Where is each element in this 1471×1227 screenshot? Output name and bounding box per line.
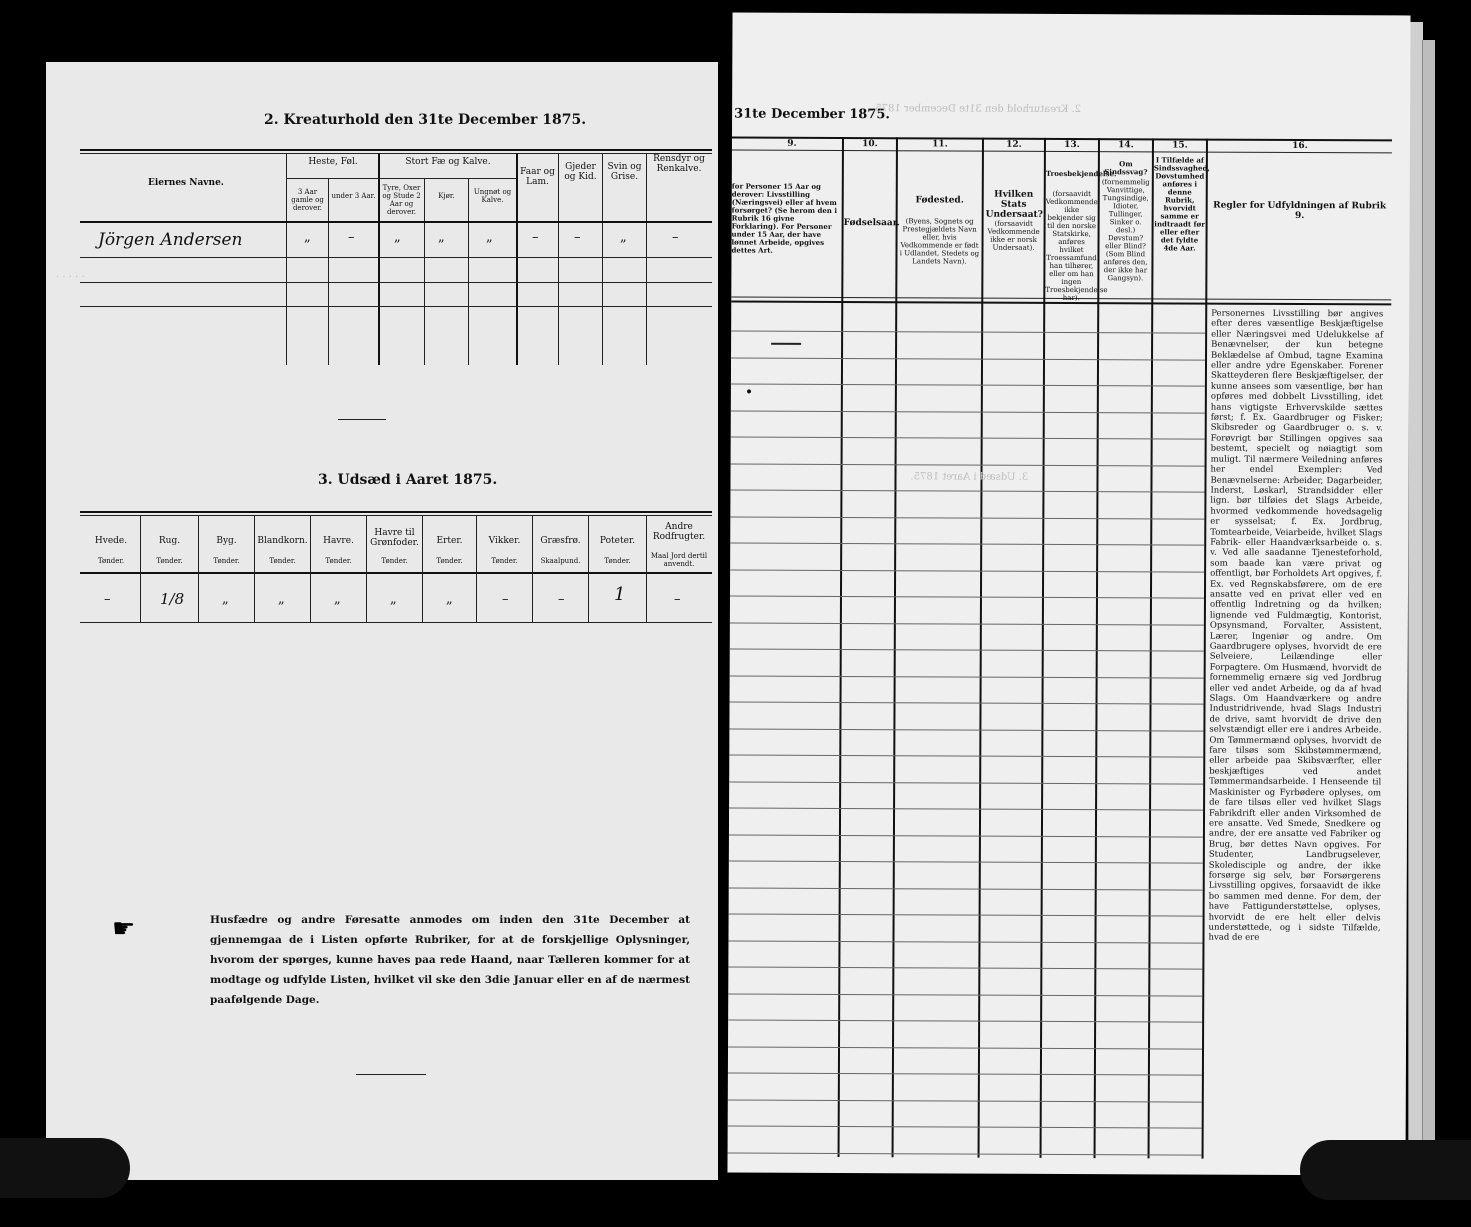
seed-col-erter: Erter. — [436, 536, 463, 546]
mark-goats: – — [574, 230, 581, 245]
table2-row-rule — [80, 282, 712, 283]
seed-col-havre: Havre. — [323, 536, 354, 546]
seed-col-vikker: Vikker. — [488, 536, 521, 546]
bleed-through-heading: 2. Kreaturhold den 31te December 1875. — [872, 103, 1082, 116]
ledger-row-line — [728, 1126, 1202, 1129]
mark-pigs: „ — [620, 230, 627, 245]
right-vline — [1202, 139, 1208, 1159]
right-page — [727, 13, 1410, 1176]
right-vline — [1148, 138, 1154, 1158]
seed-val-havre: „ — [334, 592, 341, 607]
col-num-13: 13. — [1064, 139, 1080, 151]
ledger-row-line — [729, 888, 1203, 891]
bleed-through-text: · · · · · — [56, 272, 85, 283]
ledger-row-line — [731, 384, 1205, 387]
table2-subhead-rule — [286, 178, 516, 179]
table2-vline — [646, 153, 647, 365]
table3-vline — [140, 515, 141, 622]
col-reindeer-header: Rensdyr og Renkalve. — [653, 154, 705, 174]
ledger-row-line — [728, 1047, 1202, 1050]
col-num-11: 11. — [932, 139, 948, 150]
left-page — [46, 62, 718, 1180]
ledger-row-line — [730, 517, 1204, 520]
seed-col-blandkorn: Blandkorn. — [257, 536, 308, 546]
ledger-row-line — [729, 914, 1203, 917]
table2-row-rule — [80, 306, 712, 307]
ledger-row-line — [730, 623, 1204, 626]
ledger-row-line — [729, 755, 1203, 758]
seed-unit-grasfro: Skaalpund. — [540, 557, 581, 565]
seed-unit-blandkorn: Tønder. — [269, 557, 296, 565]
ledger-row-line — [728, 1073, 1202, 1076]
section3-title: 3. Udsæd i Aaret 1875. — [318, 472, 498, 488]
ledger-row-line — [730, 676, 1204, 679]
col-num-10: 10. — [862, 139, 878, 150]
table3-vline — [422, 515, 423, 622]
seed-val-blandkorn: „ — [278, 592, 285, 607]
seed-col-byg: Byg. — [216, 536, 237, 546]
col-cattle-b-header: Kjør. — [438, 192, 455, 200]
dot-mark: • — [744, 384, 754, 401]
thumb-shadow — [0, 1138, 130, 1198]
table2-vline — [558, 153, 559, 365]
col14-header: (fornemmelig Vanvittige, Tungsindige, Idioter, Tullinger, Sinker o. desl.) Døvstum? eller Blind? (Som Blind anføres den, der ikke har Gangsyn). — [1101, 178, 1150, 283]
col-num-12: 12. — [1006, 139, 1022, 150]
col-cattle-a-header: Tyre, Oxer og Stude 2 Aar og derover. — [382, 184, 421, 216]
col-horses-header: Heste, Føl. — [308, 157, 358, 167]
table2-top-rule-inner — [80, 153, 712, 154]
seed-val-rug: 1/8 — [160, 590, 185, 608]
mark-cattle-a: „ — [394, 230, 401, 245]
rubrik9-guidance: Personernes Livsstilling bør angives efter deres væsentlige Beskjæftigelse eller Næringsvei med Udelukkelse af Benævnelser, der kun betegne Beklædelse af Ombud, tagne Examina eller andre ydre Egenskaber. Forener Skatteyderen flere Beskjæftigelser, der kunne ansees som væsentlige, bør han opføres med dobbelt Livsstilling, idet hans vigtigste Erhvervskilde sættes først; f. Ex. Gaardbruger og Fisker; Skibsreder og Gaardbruger o. s. v. Forøvrigt bør Stillingen opgives saa bestemt, specielt og nøiagtigt som muligt. Til nærmere Veiledning anføres her endel Exempler: Ved Benævnelserne: Arbeider, Dagarbeider, Inderst, Løskarl, Strandsidder eller lign. bør tilføies det Slags Arbeide, hvormed vedkommende hovedsagelig er sysselsat; f. Ex. Jordbrug, Tomtearbeide, Veiarbeide, hvilket Slags Fabrik- eller Haandværksarbeide o. s. v. Ved alle saadanne Tjenesteforhold, som baade kan være privat og offentligt, bør Forholdets Art opgives, f. Ex. ved Regnskabsførere, om de ere ansatte ved en privat eller ved en offentlig Indretning og da hvilken; lignende ved Fuldmægtig, Kontorist, Opsynsmand, Forvalter, Assistent, Lærer, Ingeniør og andre. Om Gaardbrugere oplyses, hvorvidt de ere Selveiere, Leilændinge eller Forpagtere. Om Husmænd, hvorvidt de fornemmelig ernære sig ved Jordbrug eller ved andet Arbeide, og da af hvad Slags. Om Haandværkere og andre Industridrivende, hvad Slags Industri de drive, samt hvorvidt de drive den selvstændigt eller ere i andres Arbeide. Om Tømmermænd oplyses, hvorvidt de fare tilsøs som Skibstømmermænd, eller arbeide paa Skibsværfter, eller beskjæftiges ved andet Tømmermandsarbeide. I Henseende til Maskinister og Fyrbødere oplyses, om de fare tilsøs eller ved hvilket Slags Fabrikdrift eller anden Virksomhed de ere ansatte. Ved Smede, Snedkere og andre, der ere ansatte ved Fabriker og Brug, bør dettes Navn opgives. For Studenter, Landbrugselever, Skoledisciple og andre, der ikke forsørge sig selv, bør Forsørgerens Livsstilling opgives, forsaavidt de ikke bo sammen med denne. For dem, der have Fattigunderstøttelse, oplyses, hvorvidt de ere helt eller delvis understøttede, og i sidste Tilfælde, hvad de ere — [1208, 308, 1384, 944]
col9-header: for Personer 15 Aar og derover: Livsstilling (Næringsvei) eller af hvem forsørget? (Se herom den i Rubrik 16 givne Forklaring). For Personer under 15 Aar, der have lønnet Arbeide, opgives dettes Art. — [731, 181, 838, 255]
table3-top-rule — [80, 511, 712, 513]
ledger-row-line — [728, 1153, 1202, 1156]
seed-val-erter: „ — [446, 592, 453, 607]
seed-val-havre-gronfoder: „ — [390, 592, 397, 607]
ledger-row-line — [728, 967, 1202, 970]
page-stack-edge — [1408, 22, 1423, 1162]
table3-vline — [588, 515, 589, 622]
ledger-row-line — [729, 835, 1203, 838]
table3-vline — [532, 515, 533, 622]
col13-title: Troesbekjendelse. — [1045, 168, 1117, 179]
table2-row-rule — [80, 257, 712, 258]
seed-col-havre-gronfoder: Havre til Grønfoder. — [370, 528, 419, 548]
mark-cattle-c: „ — [486, 230, 493, 245]
col-horses-b-header: under 3 Aar. — [331, 192, 376, 200]
row-lines — [733, 13, 1411, 16]
ledger-row-line — [729, 782, 1203, 785]
col-owner-header: Eiernes Navne. — [148, 178, 224, 188]
bleed-through-heading: 3. Udsæd i Aaret 1875. — [910, 471, 1029, 483]
seed-val-hvede: – — [104, 592, 111, 607]
seed-col-grasfro: Græsfrø. — [540, 536, 581, 546]
table2-vline — [602, 153, 603, 365]
page-stack-edge — [1422, 40, 1435, 1150]
separator-dash — [338, 419, 386, 420]
ledger-row-line — [730, 543, 1204, 546]
col11-title: Fødested. — [915, 195, 964, 206]
ledger-row-line — [730, 649, 1204, 652]
col-goats-header: Gjeder og Kid. — [564, 162, 597, 182]
col10-header: Fødselsaar. — [843, 218, 900, 229]
ledger-row-line — [730, 570, 1204, 573]
ledger-row-line — [728, 1100, 1202, 1103]
mark-sheep: – — [532, 230, 539, 245]
pointing-hand-icon: ☛ — [112, 914, 136, 944]
seed-col-andre-rodfrugter: Andre Rodfrugter. — [652, 522, 706, 542]
seed-unit-havre-gronfoder: Tønder. — [381, 557, 408, 565]
col15-header: I Tilfælde af Sindssvaghed, Døvstumhed anføres i denne Rubrik, hvorvidt samme er indtraadt før eller efter det fyldte 4de Aar. — [1153, 155, 1210, 253]
table2-header-rule — [80, 221, 712, 223]
seed-val-byg: „ — [222, 592, 229, 607]
thumb-shadow — [1300, 1140, 1471, 1200]
col13-header: (forsaavidt Vedkommende ikke bekjender sig til den norske Statskirke, anføres hvilket Troessamfund han tilhører, eller om han ingen Troesbekjendelse har). — [1045, 189, 1108, 303]
table3-vline — [476, 515, 477, 622]
seed-val-vikker: – — [502, 592, 509, 607]
ledger-row-line — [730, 596, 1204, 599]
bottom-separator — [356, 1074, 426, 1075]
table3-top-rule-inner — [80, 515, 712, 516]
table3-vline — [198, 515, 199, 622]
seed-unit-erter: Tønder. — [436, 557, 463, 565]
ledger-row-line — [728, 1020, 1202, 1023]
ledger-row-line — [731, 358, 1205, 361]
seed-col-hvede: Hvede. — [94, 536, 128, 546]
mark-horses-a: „ — [304, 230, 311, 245]
seed-val-poteter: 1 — [614, 584, 626, 605]
col12-header: (forsaavidt Vedkommende ikke er norsk Undersaat). — [987, 219, 1040, 252]
right-vline — [892, 137, 898, 1157]
seed-val-grasfro: – — [558, 592, 565, 607]
seed-unit-havre: Tønder. — [325, 557, 352, 565]
col11-header: (Byens, Sognets og Prestegjældets Navn eller, hvis Vedkommende er født i Udlandet, Stedets og Landets Navn). — [899, 217, 980, 266]
owner-name-handwritten: Jörgen Andersen — [98, 230, 243, 250]
right-title: 31te December 1875. — [734, 106, 890, 123]
seed-val-andre-rodfrugter: – — [674, 592, 681, 607]
household-notice: Husfædre og andre Føresatte anmodes om inden den 31te December at gjennemgaa de i Listen opførte Rubriker, for at de forskjellige Oplysninger, hvorom der spørges, kunne haves paa rede Haand, naar Tælleren kommer for at modtage og udfylde Listen, hvilket vil ske den 3die Januar eller en af de nærmest paafølgende Dage. — [210, 914, 690, 1006]
table3-bottom-rule — [80, 622, 712, 623]
seed-col-rug: Rug. — [158, 536, 181, 546]
right-vline — [978, 138, 984, 1158]
table3-header-rule — [80, 572, 712, 574]
ledger-row-line — [729, 808, 1203, 811]
table2-vline — [468, 178, 469, 365]
seed-unit-andre-rodfrugter: Maal Jord dertil anvendt. — [650, 552, 708, 568]
ledger-row-line — [731, 437, 1205, 440]
seed-col-poteter: Poteter. — [599, 536, 636, 546]
ledger-row-line — [730, 490, 1204, 493]
ledger-row-line — [729, 729, 1203, 732]
mark-cattle-b: „ — [438, 230, 445, 245]
seed-unit-rug: Tønder. — [156, 557, 183, 565]
section2-title: 2. Kreaturhold den 31te December 1875. — [264, 112, 587, 128]
col-horses-a-header: 3 Aar gamle og derover. — [291, 188, 324, 212]
col12-title: Hvilken Stats Undersaat? — [985, 189, 1044, 220]
col-num-9: 9. — [787, 138, 797, 149]
col-num-15: 15. — [1172, 140, 1188, 151]
seed-unit-vikker: Tønder. — [491, 557, 518, 565]
table3-vline — [254, 515, 255, 622]
col-pigs-header: Svin og Grise. — [607, 162, 642, 182]
col-sheep-header: Faar og Lam. — [520, 167, 555, 187]
ledger-row-line — [728, 994, 1202, 997]
col16-header: Regler for Udfyldningen af Rubrik 9. — [1213, 200, 1387, 222]
table2-vline — [328, 178, 329, 365]
col-cattle-c-header: Ungnøt og Kalve. — [473, 188, 512, 204]
ledger-row-line — [731, 464, 1205, 467]
mark-reindeer: – — [672, 230, 679, 245]
right-vline — [838, 137, 844, 1157]
ledger-row-line — [731, 331, 1205, 334]
col-num-14: 14. — [1118, 140, 1134, 151]
ledger-row-line — [731, 411, 1205, 414]
col14-title: Om Sindssvag? — [1104, 159, 1148, 177]
dash-mark — [771, 343, 801, 345]
table3-vline — [310, 515, 311, 622]
col-num-16: 16. — [1292, 140, 1308, 152]
seed-unit-byg: Tønder. — [213, 557, 240, 565]
mark-horses-b: – — [348, 230, 355, 245]
ledger-row-line — [730, 702, 1204, 705]
seed-unit-poteter: Tønder. — [604, 557, 631, 565]
seed-unit-hvede: Tønder. — [97, 557, 125, 565]
ledger-row-line — [728, 941, 1202, 944]
table2-top-rule — [80, 149, 712, 151]
table2-vline — [286, 153, 287, 365]
col-cattle-header: Stort Fæ og Kalve. — [405, 157, 491, 167]
table2-vline — [424, 178, 425, 365]
ledger-row-line — [729, 861, 1203, 864]
